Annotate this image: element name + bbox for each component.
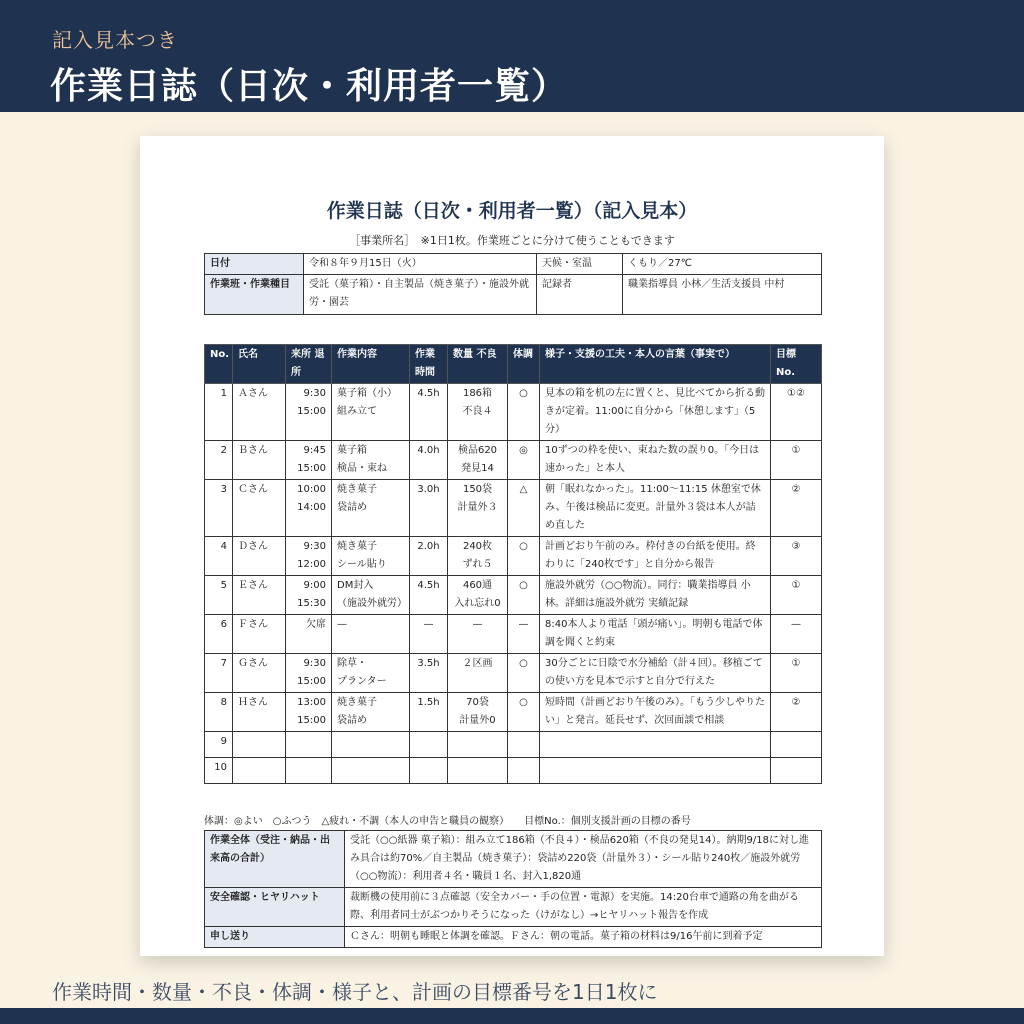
log-header-cell: 体調 xyxy=(508,345,540,384)
log-cell-note: 10ずつの枠を使い、束ねた数の誤り0。「今日は速かった」と本人 xyxy=(540,441,771,480)
date-value: 令和８年９月15日（火） xyxy=(304,254,537,275)
summary-label: 作業全体（受注・納品・出来高の合計） xyxy=(205,831,345,888)
log-cell-goal: — xyxy=(771,615,822,654)
document-sheet xyxy=(140,136,884,956)
log-cell-hours: 3.5h xyxy=(410,654,448,693)
log-cell-note: 計画どおり午前のみ。枠付きの台紙を使用。終わりに「240枚です」と自分から報告 xyxy=(540,537,771,576)
document-note: ［事業所名］ ※1日1枚。作業班ごとに分けて使うこともできます xyxy=(349,234,675,247)
log-cell-cond: ○ xyxy=(508,537,540,576)
log-header-cell: 目標 No. xyxy=(771,345,822,384)
log-cell-no: 5 xyxy=(205,576,233,615)
log-cell-hours xyxy=(410,732,448,758)
log-cell-time: 9:45 15:00 xyxy=(286,441,332,480)
log-cell-note: 朝「眠れなかった」。11:00〜11:15 休憩室で休み、午後は検品に変更。計量外３袋は本人が詰め直した xyxy=(540,480,771,537)
summary-value: Ｃさん：明朝も睡眠と体調を確認。Ｆさん：朝の電話。菓子箱の材料は9/16午前に到着予定 xyxy=(345,927,822,948)
log-cell-hours: — xyxy=(410,615,448,654)
table-row xyxy=(205,537,822,576)
log-cell-qty: 検品620 発見14 xyxy=(448,441,508,480)
table-row xyxy=(205,615,822,654)
log-cell-no: 7 xyxy=(205,654,233,693)
table-row xyxy=(205,693,822,732)
log-cell-task: DM封入 （施設外就労） xyxy=(332,576,410,615)
log-cell-time: 9:30 15:00 xyxy=(286,384,332,441)
summary-row xyxy=(205,888,822,927)
log-cell-name: Ｃさん xyxy=(233,480,286,537)
log-cell-note: 8:40本人より電話「頭が痛い」。明朝も電話で体調を聞くと約束 xyxy=(540,615,771,654)
log-cell-time: 9:30 12:00 xyxy=(286,537,332,576)
log-cell-time: 9:00 15:30 xyxy=(286,576,332,615)
log-cell-cond: ○ xyxy=(508,654,540,693)
log-header-cell: 作業内容 xyxy=(332,345,410,384)
log-cell-no: 6 xyxy=(205,615,233,654)
log-cell-goal: ① xyxy=(771,654,822,693)
log-cell-no: 1 xyxy=(205,384,233,441)
log-cell-task: 焼き菓子 袋詰め xyxy=(332,693,410,732)
log-cell-hours: 4.5h xyxy=(410,576,448,615)
weather-value: くもり／27℃ xyxy=(623,254,822,275)
log-cell-name xyxy=(233,758,286,784)
log-cell-cond: ○ xyxy=(508,576,540,615)
log-cell-qty: 460通 入れ忘れ0 xyxy=(448,576,508,615)
log-cell-task xyxy=(332,758,410,784)
summary-row xyxy=(205,927,822,948)
log-cell-no: 10 xyxy=(205,758,233,784)
log-cell-cond: ○ xyxy=(508,384,540,441)
log-cell-goal: ② xyxy=(771,480,822,537)
log-cell-name: Ｅさん xyxy=(233,576,286,615)
log-cell-name: Ｄさん xyxy=(233,537,286,576)
log-cell-name: Ａさん xyxy=(233,384,286,441)
log-cell-cond: — xyxy=(508,615,540,654)
table-row xyxy=(205,654,822,693)
log-cell-no: 8 xyxy=(205,693,233,732)
log-cell-cond: ○ xyxy=(508,693,540,732)
log-cell-qty: 70袋 計量外0 xyxy=(448,693,508,732)
weather-label: 天候・室温 xyxy=(537,254,623,275)
log-cell-cond: ◎ xyxy=(508,441,540,480)
log-cell-task: 菓子箱（小）組み立て xyxy=(332,384,410,441)
log-cell-note: 短時間（計画どおり午後のみ）。「もう少しやりたい」と発言。延長せず、次回面談で相談 xyxy=(540,693,771,732)
log-header-cell: 作業 時間 xyxy=(410,345,448,384)
info-table xyxy=(204,253,822,315)
log-cell-goal: ①② xyxy=(771,384,822,441)
table-row xyxy=(205,732,822,758)
log-header-cell: 様子・支援の工夫・本人の言葉（事実で） xyxy=(540,345,771,384)
summary-label: 申し送り xyxy=(205,927,345,948)
log-cell-no: 9 xyxy=(205,732,233,758)
table-row xyxy=(205,758,822,784)
log-cell-time xyxy=(286,758,332,784)
summary-value: 裁断機の使用前に３点確認（安全カバー・手の位置・電源）を実施。14:20台車で通路の角を曲がる際、利用者同士がぶつかりそうになった（けがなし）→ヒヤリハット報告を作成 xyxy=(345,888,822,927)
log-cell-goal xyxy=(771,732,822,758)
log-cell-task: 菓子箱 検品・束ね xyxy=(332,441,410,480)
summary-row xyxy=(205,831,822,888)
log-cell-goal: ① xyxy=(771,441,822,480)
log-header-cell: No. xyxy=(205,345,233,384)
log-header-cell: 数量 不良 xyxy=(448,345,508,384)
log-cell-goal: ② xyxy=(771,693,822,732)
table-row xyxy=(205,441,822,480)
log-cell-time: 9:30 15:00 xyxy=(286,654,332,693)
log-cell-time: 13:00 15:00 xyxy=(286,693,332,732)
summary-value: 受託（○○紙器 菓子箱）：組み立て186箱（不良４）・検品620箱（不良の発見14）。納期9/18に対し進み具合は約70%／自主製品（焼き菓子）：袋詰め220袋（計量外３）・シール貼り240枚／施設外就労（○○物流）：利用者４名・職員１名、封入1,820通 xyxy=(345,831,822,888)
log-cell-name: Ｂさん xyxy=(233,441,286,480)
log-cell-time: 10:00 14:00 xyxy=(286,480,332,537)
log-cell-goal: ③ xyxy=(771,537,822,576)
log-cell-cond: △ xyxy=(508,480,540,537)
log-cell-note: 見本の箱を机の左に置くと、見比べてから折る動きが定着。11:00に自分から「休憩します」（5分） xyxy=(540,384,771,441)
date-label: 日付 xyxy=(205,254,304,275)
log-cell-task: 焼き菓子 袋詰め xyxy=(332,480,410,537)
log-cell-task xyxy=(332,732,410,758)
log-cell-name: Ｈさん xyxy=(233,693,286,732)
table-row xyxy=(205,480,822,537)
log-cell-no: 3 xyxy=(205,480,233,537)
log-cell-hours: 1.5h xyxy=(410,693,448,732)
log-cell-note: 30分ごとに日陰で水分補給（計４回）。移植ごての使い方を見本で示すと自分で行えた xyxy=(540,654,771,693)
log-cell-goal: ① xyxy=(771,576,822,615)
bottom-bar xyxy=(0,1008,1024,1024)
log-cell-no: 2 xyxy=(205,441,233,480)
log-cell-task: 除草・ プランター xyxy=(332,654,410,693)
log-table-body xyxy=(205,384,822,784)
log-cell-note xyxy=(540,732,771,758)
log-header-cell: 来所 退所 xyxy=(286,345,332,384)
page-header xyxy=(0,0,1024,112)
log-cell-qty: 240枚 ずれ５ xyxy=(448,537,508,576)
log-table xyxy=(204,344,822,784)
log-table-header xyxy=(205,345,822,384)
log-cell-name: Ｆさん xyxy=(233,615,286,654)
log-cell-time xyxy=(286,732,332,758)
recorder-label: 記録者 xyxy=(537,275,623,315)
log-cell-name: Ｇさん xyxy=(233,654,286,693)
log-cell-no: 4 xyxy=(205,537,233,576)
log-cell-hours: 4.5h xyxy=(410,384,448,441)
table-row xyxy=(205,576,822,615)
table-row xyxy=(205,384,822,441)
log-cell-hours: 4.0h xyxy=(410,441,448,480)
header-title: 作業日誌（日次・利用者一覧） xyxy=(50,66,569,107)
recorder-value: 職業指導員 小林／生活支援員 中村 xyxy=(623,275,822,315)
log-cell-task: 焼き菓子 シール貼り xyxy=(332,537,410,576)
log-cell-task: — xyxy=(332,615,410,654)
log-cell-qty: 186箱 不良４ xyxy=(448,384,508,441)
log-cell-qty: 150袋 計量外３ xyxy=(448,480,508,537)
log-cell-goal xyxy=(771,758,822,784)
condition-legend: 体調：◎よい ○ふつう △疲れ・不調（本人の申告と職員の観察） 目標No.：個別支援計画の目標の番号 xyxy=(204,816,691,827)
log-cell-time: 欠席 xyxy=(286,615,332,654)
log-cell-note xyxy=(540,758,771,784)
log-cell-hours xyxy=(410,758,448,784)
log-cell-qty xyxy=(448,732,508,758)
log-cell-qty xyxy=(448,758,508,784)
log-cell-note: 施設外就労（○○物流）。同行：職業指導員 小林。詳細は施設外就労 実績記録 xyxy=(540,576,771,615)
summary-table xyxy=(204,830,822,948)
log-header-cell: 氏名 xyxy=(233,345,286,384)
document-title: 作業日誌（日次・利用者一覧）（記入見本） xyxy=(326,200,698,222)
summary-label: 安全確認・ヒヤリハット xyxy=(205,888,345,927)
log-cell-qty: ２区画 xyxy=(448,654,508,693)
log-cell-hours: 3.0h xyxy=(410,480,448,537)
log-cell-cond xyxy=(508,732,540,758)
page-caption: 作業時間・数量・不良・体調・様子と、計画の目標番号を1日1枚に xyxy=(52,980,658,1004)
log-cell-name xyxy=(233,732,286,758)
log-cell-hours: 2.0h xyxy=(410,537,448,576)
group-label: 作業班・作業種目 xyxy=(205,275,304,315)
log-cell-cond xyxy=(508,758,540,784)
group-value: 受託（菓子箱）・自主製品（焼き菓子）・施設外就労・園芸 xyxy=(304,275,537,315)
log-cell-qty: — xyxy=(448,615,508,654)
header-subtitle: 記入見本つき xyxy=(52,28,178,52)
